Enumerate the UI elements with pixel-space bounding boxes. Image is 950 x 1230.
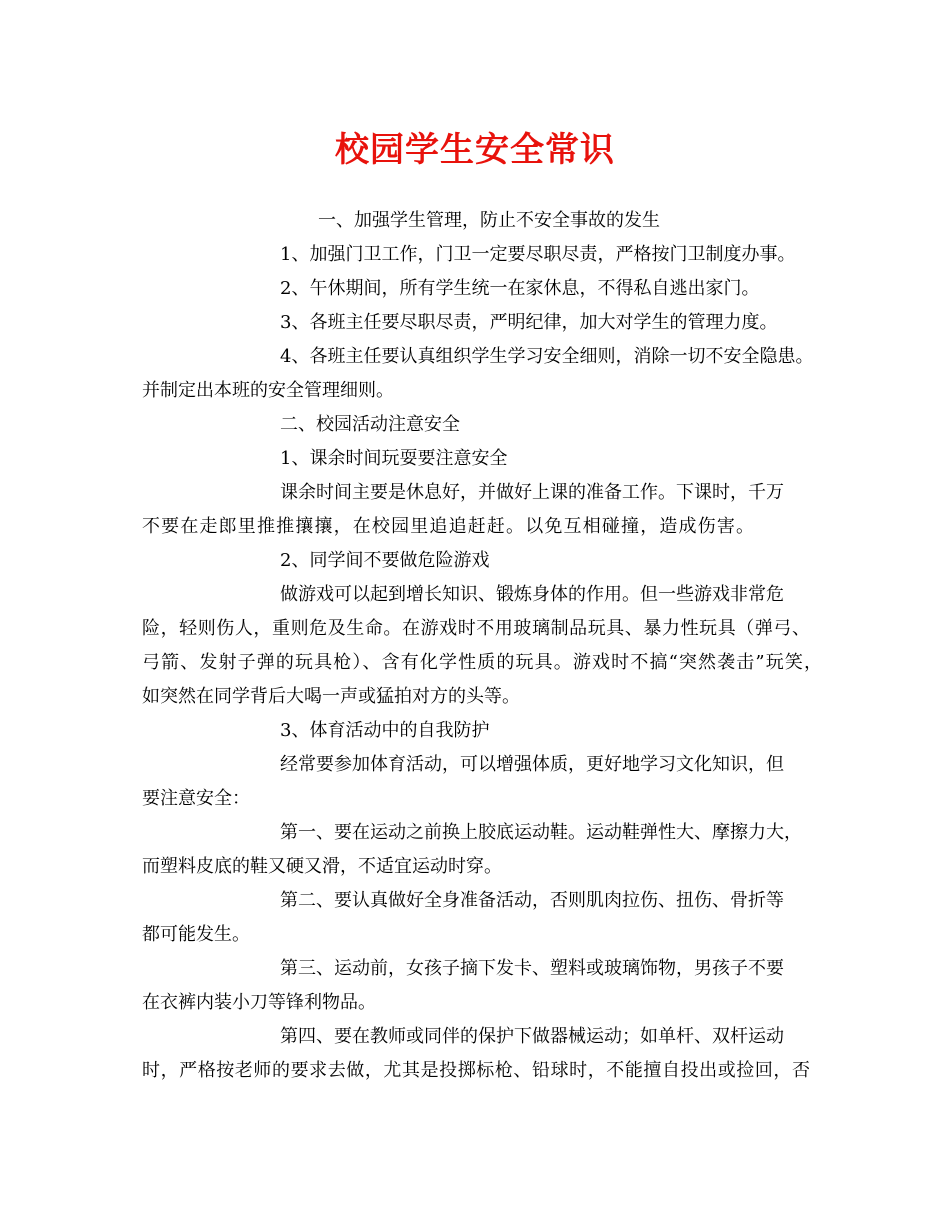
paragraph-line: 而塑料皮底的鞋又硬又滑，不适宜运动时穿。: [142, 856, 502, 877]
paragraph-line: 并制定出本班的安全管理细则。: [142, 380, 394, 401]
paragraph-line: 在衣裤内装小刀等锋利物品。: [142, 992, 376, 1013]
paragraph-line: 2、午休期间，所有学生统一在家休息，不得私自逃出家门。: [280, 278, 760, 299]
paragraph-line: 险，轻则伤人，重则危及生命。在游戏时不用玻璃制品玩具、暴力性玩具（弹弓、: [142, 618, 810, 639]
paragraph-line: 做游戏可以起到增长知识、锻炼身体的作用。但一些游戏非常危: [280, 584, 784, 605]
paragraph-line: 3、各班主任要尽职尽责，严明纪律，加大对学生的管理力度。: [280, 312, 778, 333]
paragraph-line: 课余时间主要是休息好，并做好上课的准备工作。下课时，千万: [280, 482, 784, 503]
paragraph-line: 第一、要在运动之前换上胶底运动鞋。运动鞋弹性大、摩擦力大，: [280, 822, 802, 843]
paragraph-line: 1、加强门卫工作，门卫一定要尽职尽责，严格按门卫制度办事。: [280, 244, 796, 265]
subsection-heading: 1、课余时间玩耍要注意安全: [280, 448, 508, 469]
paragraph-line: 时，严格按老师的要求去做，尤其是投掷标枪、铅球时，不能擅自投出或捡回，否: [142, 1060, 810, 1081]
paragraph-line: 都可能发生。: [142, 924, 250, 945]
section-heading: 二、校园活动注意安全: [280, 414, 460, 435]
paragraph-line: 不要在走郎里推推攘攘，在校园里追追赶赶。以免互相碰撞，造成伤害。: [142, 516, 754, 537]
paragraph-line: 4、各班主任要认真组织学生学习安全细则，消除一切不安全隐患。: [280, 346, 814, 367]
paragraph-line: 要注意安全：: [142, 788, 250, 809]
paragraph-line: 第四、要在教师或同伴的保护下做器械运动；如单杆、双杆运动: [280, 1026, 784, 1047]
document-title: 校园学生安全常识: [335, 130, 615, 170]
paragraph-line: 弓箭、发射子弹的玩具枪）、含有化学性质的玩具。游戏时不搞“突然袭击”玩笑，: [142, 652, 822, 673]
subsection-heading: 3、体育活动中的自我防护: [280, 720, 490, 741]
section-heading: 一、加强学生管理，防止不安全事故的发生: [318, 210, 660, 231]
paragraph-line: 如突然在同学背后大喝一声或猛拍对方的头等。: [142, 686, 520, 707]
paragraph-line: 经常要参加体育活动，可以增强体质，更好地学习文化知识，但: [280, 754, 784, 775]
paragraph-line: 第二、要认真做好全身准备活动，否则肌肉拉伤、扭伤、骨折等: [280, 890, 784, 911]
subsection-heading: 2、同学间不要做危险游戏: [280, 550, 490, 571]
paragraph-line: 第三、运动前，女孩子摘下发卡、塑料或玻璃饰物，男孩子不要: [280, 958, 784, 979]
